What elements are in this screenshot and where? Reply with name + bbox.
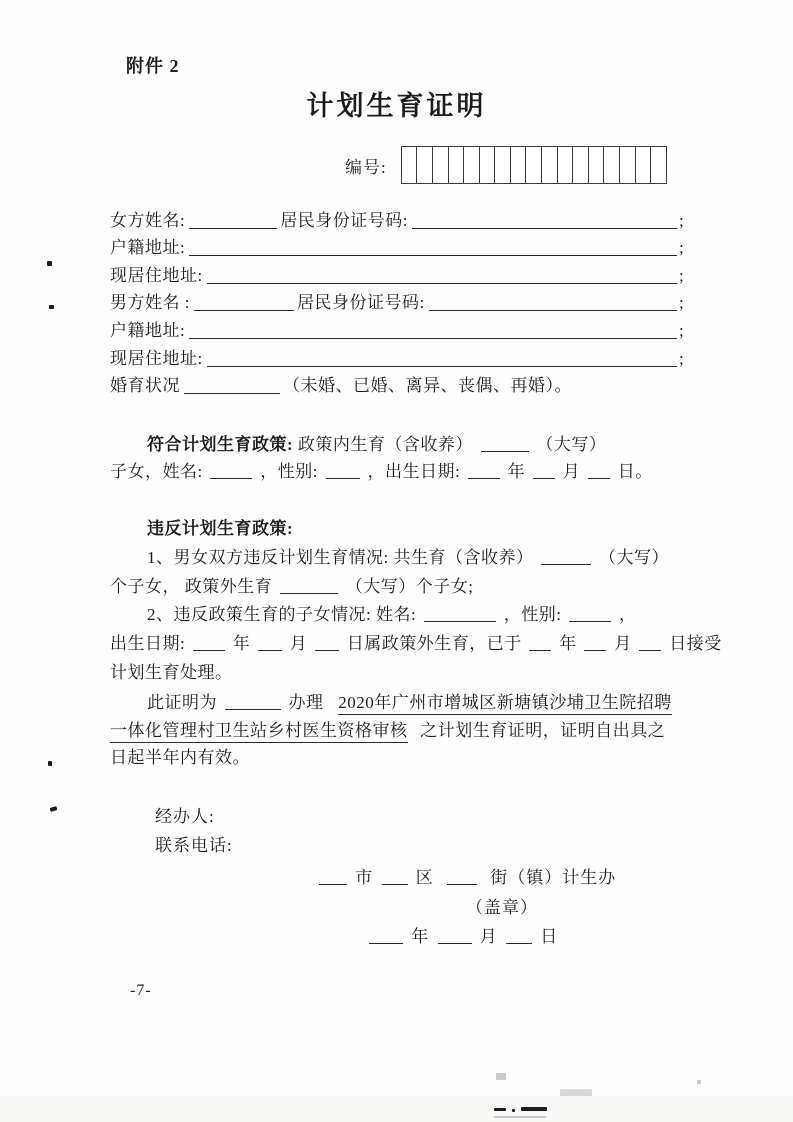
- serial-cell: [464, 147, 480, 183]
- scan-speck: [48, 761, 52, 766]
- violation-text: 日接受: [669, 634, 722, 654]
- scan-bottom-band: [0, 1096, 793, 1122]
- semicolon: ;: [679, 348, 685, 368]
- serial-cell: [636, 147, 652, 183]
- male-name-label: 男方姓名 :: [110, 293, 190, 313]
- document-title: 计划生育证明: [306, 91, 487, 121]
- attachment-label: 附件 2: [126, 56, 180, 76]
- serial-cell: [526, 147, 542, 183]
- blank-line: [207, 366, 677, 367]
- compliant-text: 月: [562, 462, 581, 481]
- phone-label: 联系电话:: [155, 835, 233, 855]
- serial-cell: [620, 147, 636, 183]
- blank-line: [315, 638, 339, 651]
- serial-label: 编号:: [345, 157, 387, 177]
- blank-line: [207, 283, 677, 284]
- serial-cell: [542, 147, 558, 183]
- scan-dash-faint: [494, 1116, 546, 1118]
- serial-cell: [433, 147, 449, 183]
- blank-line: [506, 931, 532, 944]
- male-name-row: [110, 289, 687, 317]
- compliant-text: ，性别:: [260, 462, 318, 481]
- blank-line: [193, 638, 225, 651]
- recruitment-title-underlined: 一体化管理村卫生站乡村医生资格审核: [110, 721, 408, 743]
- blank-line: [184, 393, 280, 394]
- policy-compliant-paragraph: [110, 431, 688, 485]
- serial-cell: [449, 147, 465, 183]
- blank-line: [225, 697, 281, 710]
- male-id-label: 居民身份证号码:: [296, 293, 425, 313]
- serial-cell: [604, 147, 620, 183]
- compliant-text: 年: [507, 462, 526, 481]
- blank-line: [189, 255, 677, 256]
- compliant-text: 日。: [617, 462, 653, 481]
- blank-line: [258, 638, 282, 651]
- date-line: [316, 922, 616, 952]
- violation-text: 计划生育处理。: [110, 662, 233, 682]
- blank-line: [280, 581, 338, 594]
- semicolon: ;: [679, 210, 685, 230]
- scan-speck: [49, 305, 54, 309]
- household-address-row: [110, 234, 687, 262]
- scan-smudge: [697, 1080, 701, 1084]
- recruitment-title-underlined: 2020年广州市增城区新塘镇沙埔卫生院招聘: [338, 693, 672, 715]
- serial-cell: [480, 147, 496, 183]
- serial-cell: [589, 147, 605, 183]
- residence-address-label-2: 现居住地址:: [110, 348, 203, 368]
- blank-line: [529, 638, 551, 651]
- serial-grid: [401, 146, 667, 184]
- scan-speck: [47, 261, 52, 266]
- blank-line: [369, 931, 403, 944]
- page-number: -7-: [130, 982, 152, 999]
- scan-dash: [494, 1108, 506, 1111]
- serial-cell: [651, 147, 666, 183]
- household-address-row-2: [110, 316, 687, 344]
- residence-address-label: 现居住地址:: [110, 265, 203, 285]
- scan-speck: [50, 806, 58, 812]
- seal-label: （盖章）: [466, 897, 538, 917]
- blank-line: [194, 310, 294, 311]
- semicolon: ;: [679, 265, 685, 285]
- household-address-label-2: 户籍地址:: [110, 320, 186, 340]
- serial-cell: [402, 147, 418, 183]
- compliant-text: 政策内生育（含收养）: [297, 435, 473, 454]
- violation-text: 月: [614, 634, 632, 654]
- date-text: 日: [540, 927, 559, 946]
- blank-line: [447, 872, 477, 885]
- compliant-text: （大写）: [536, 435, 607, 454]
- semicolon: ;: [679, 293, 685, 313]
- compliant-text: ，出生日期:: [367, 462, 461, 481]
- certificate-purpose-paragraph: [110, 689, 688, 772]
- violation-text: 年: [559, 634, 577, 654]
- violation-text: 个子女， 政策外生育: [110, 576, 273, 596]
- blank-line: [569, 609, 611, 622]
- residence-address-row-2: [110, 344, 687, 372]
- compliant-heading: 符合计划生育政策:: [147, 435, 294, 454]
- blank-line: [424, 609, 496, 622]
- violation-text: （大写）个子女;: [345, 576, 474, 596]
- violation-text: 2、违反政策生育的子女情况: 姓名:: [147, 605, 417, 625]
- blank-line: [189, 338, 677, 339]
- violation-text: ，性别:: [503, 605, 562, 625]
- issuing-office-block: [316, 863, 616, 952]
- blank-line: [210, 466, 252, 479]
- blank-line: [326, 466, 360, 479]
- scan-dash: [512, 1109, 515, 1112]
- handler-label: 经办人:: [155, 807, 215, 826]
- marital-options: （未婚、已婚、离异、丧偶、再婚）。: [283, 376, 572, 396]
- violation-text: （大写）: [598, 547, 669, 567]
- violation-text: ，: [618, 605, 637, 625]
- blank-line: [319, 872, 347, 885]
- scan-dash: [521, 1107, 547, 1111]
- blank-line: [639, 638, 661, 651]
- female-id-label: 居民身份证号码:: [280, 210, 408, 230]
- semicolon: ;: [679, 238, 685, 258]
- serial-cell: [558, 147, 574, 183]
- purpose-text: 日起半年内有效。: [110, 748, 250, 767]
- blank-line: [382, 872, 408, 885]
- violation-heading: 违反计划生育政策:: [147, 519, 294, 538]
- purpose-text: 办理: [288, 693, 324, 712]
- residence-address-row: [110, 261, 687, 289]
- date-text: 年: [411, 927, 430, 946]
- violation-text: 1、男女双方违反计划生育情况: 共生育（含收养）: [147, 547, 534, 567]
- scan-smudge: [560, 1089, 592, 1096]
- purpose-text: 此证明为: [147, 693, 217, 712]
- blank-line: [429, 310, 677, 311]
- scan-smudge: [496, 1073, 506, 1080]
- serial-cell: [417, 147, 433, 183]
- blank-line: [481, 439, 529, 452]
- office-text: 市: [355, 868, 374, 887]
- female-name-row: [110, 206, 687, 234]
- violation-text: 年: [232, 634, 251, 654]
- marital-status-label: 婚育状况: [110, 376, 180, 396]
- purpose-text: 之计划生育证明，证明自出具之: [420, 720, 666, 740]
- blank-line: [584, 638, 606, 651]
- marital-status-row: [110, 372, 687, 400]
- blank-line: [588, 466, 610, 479]
- female-name-label: 女方姓名:: [110, 210, 186, 230]
- blank-line: [533, 466, 555, 479]
- blank-line: [189, 228, 277, 229]
- blank-line: [541, 552, 591, 565]
- date-text: 月: [479, 927, 498, 946]
- office-line: [316, 863, 616, 893]
- office-text: 街（镇）计生办: [490, 868, 617, 887]
- violation-text: 月: [289, 634, 308, 654]
- policy-violation-paragraph: [110, 515, 722, 688]
- serial-cell: [495, 147, 511, 183]
- blank-line: [412, 228, 677, 229]
- compliant-text: 子女，姓名:: [110, 462, 203, 481]
- serial-cell: [573, 147, 589, 183]
- office-text: 区: [415, 868, 434, 887]
- violation-text: 出生日期:: [110, 634, 186, 654]
- handler-block: [155, 803, 233, 860]
- blank-line: [438, 931, 472, 944]
- violation-text: 日属政策外生育，已于: [346, 634, 522, 654]
- serial-cell: [511, 147, 527, 183]
- household-address-label: 户籍地址:: [110, 238, 186, 258]
- form-fields-block: [110, 206, 687, 399]
- serial-number-row: [345, 146, 667, 184]
- blank-line: [468, 466, 500, 479]
- semicolon: ;: [679, 320, 685, 340]
